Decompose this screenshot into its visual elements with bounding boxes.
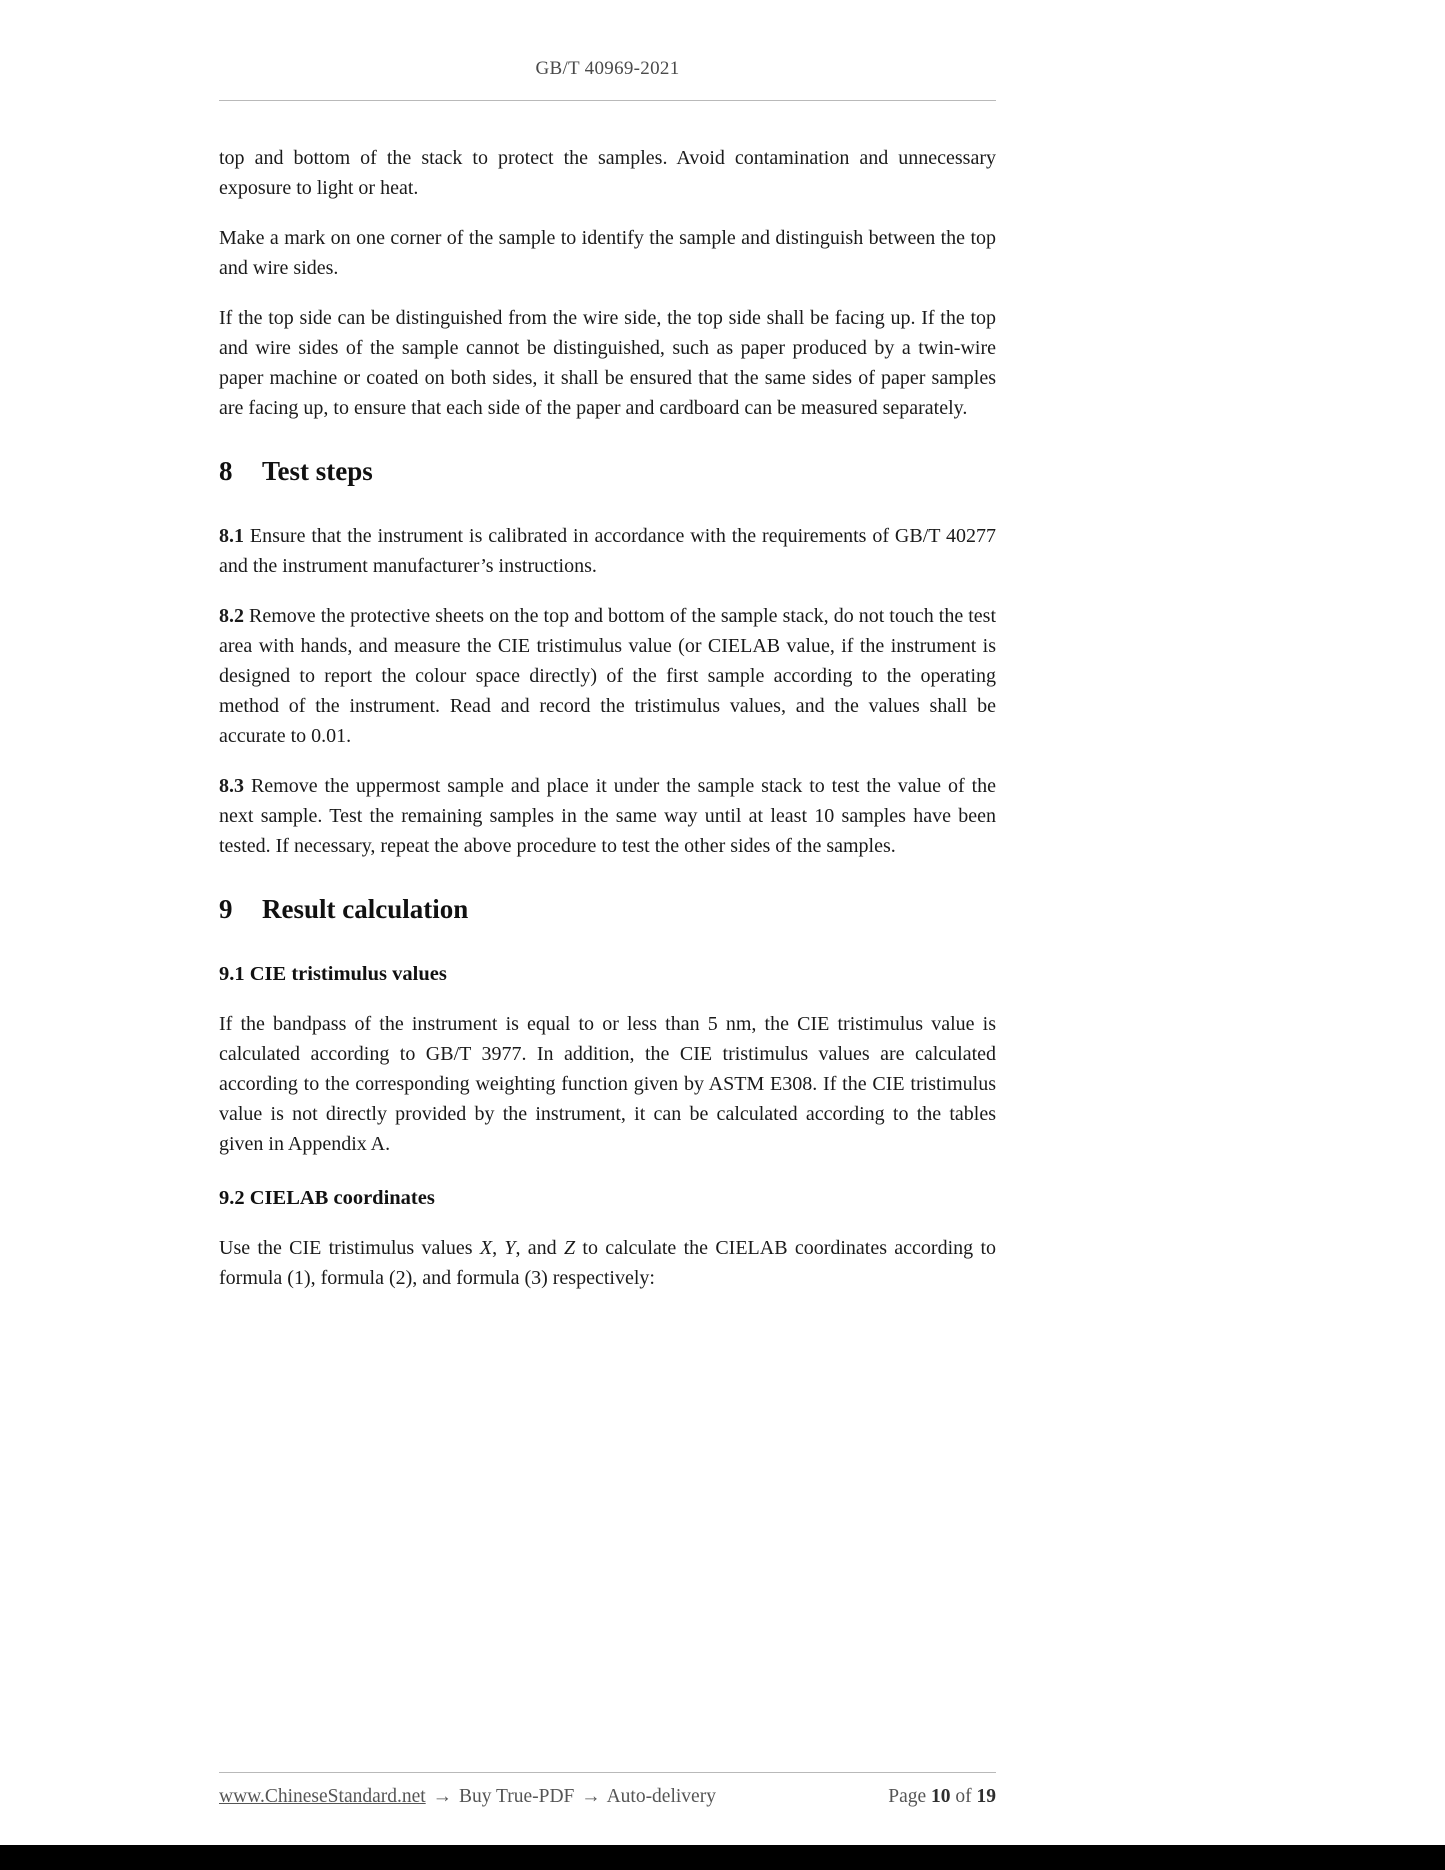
page-content [219, 143, 996, 1313]
clause-8-3 [219, 771, 996, 861]
arrow-icon: → [432, 1786, 453, 1807]
section-8-heading [219, 453, 996, 489]
paragraph-stack-protection: top and bottom of the stack to protect the samples. Avoid contamination and unnecessary exposure to light or heat. [219, 147, 996, 199]
paragraph-top-side: If the top side can be distinguished from the wire side, the top side shall be facing up. If the top and wire sides of the sample cannot be distinguished, such as paper produced by a twin-wire paper machine or coated on both sides, it shall be ensured that the same sides of paper samples are facing up, to ensure that each side of the paper and cardboard can be measured separately. [219, 307, 996, 419]
clause-8-3-text: Remove the uppermost sample and place it under the sample stack to test the value of the next sample. Test the remaining samples in the same way until at least 10 samples have been tested. If necessary, repeat the above procedure to test the other sides of the samples. [219, 775, 997, 857]
section-9-title: Result calculation [262, 894, 469, 924]
clause-8-2 [219, 601, 996, 751]
footer-auto-delivery: Auto-delivery [606, 1786, 716, 1807]
of-word: of [955, 1786, 972, 1807]
variable-z: Z [563, 1237, 576, 1259]
subsection-9-2-heading: 9.2 CIELAB coordinates [219, 1187, 435, 1209]
section-9-heading [219, 891, 996, 927]
paragraph-cielab-intro [219, 1233, 996, 1293]
chinesestandard-link[interactable]: www.ChineseStandard.net [219, 1786, 426, 1807]
footer-left [219, 1786, 716, 1808]
page-indicator [888, 1786, 996, 1808]
section-8-title: Test steps [262, 456, 373, 486]
header-rule [219, 100, 996, 101]
doc-number: GB/T 40969-2021 [535, 58, 680, 79]
cielab-text-run-1: Use the CIE tristimulus values [219, 1237, 480, 1259]
cielab-text-run-2: , [492, 1237, 505, 1259]
section-8-number: 8 [219, 456, 233, 486]
page-word: Page [888, 1786, 927, 1807]
subsection-9-1-heading: 9.1 CIE tristimulus values [219, 963, 447, 985]
clause-8-2-label: 8.2 [219, 605, 244, 627]
paragraph-mark-corner: Make a mark on one corner of the sample to identify the sample and distinguish between the top and wire sides. [219, 227, 996, 279]
page-footer [219, 1772, 996, 1808]
variable-x: X [479, 1237, 493, 1259]
variable-y: Y [504, 1237, 516, 1259]
clause-8-2-text: Remove the protective sheets on the top and bottom of the sample stack, do not touch the test area with hands, and measure the CIE tristimulus value (or CIELAB value, if the instrument is designed to report the colour space directly) of the first sample according to the operating method of the instrument. Read and record the tristimulus values, and the values shall be accurate to 0.01. [219, 605, 996, 747]
clause-8-1 [219, 521, 996, 581]
arrow-icon: → [581, 1786, 601, 1807]
total-page-number: 19 [976, 1786, 996, 1807]
footer-buy-true-pdf: Buy True-PDF [458, 1786, 575, 1807]
cielab-text-run-3: , and [515, 1237, 564, 1259]
clause-8-1-text: Ensure that the instrument is calibrated in accordance with the requirements of GB/T 40277 and the instrument manufacturer’s instructions. [219, 525, 996, 577]
clause-8-1-label: 8.1 [219, 525, 244, 547]
page-bottom-bar [0, 1845, 1445, 1870]
section-9-number: 9 [219, 894, 233, 924]
current-page-number: 10 [931, 1786, 951, 1807]
clause-8-3-label: 8.3 [219, 775, 244, 797]
paragraph-tristimulus-calc: If the bandpass of the instrument is equal to or less than 5 nm, the CIE tristimulus value is calculated according to GB/T 3977. In addition, the CIE tristimulus values are calculated according to the corresponding weighting function given by ASTM E308. If the CIE tristimulus value is not directly provided by the instrument, it can be calculated according to the tables given in Appendix A. [219, 1013, 996, 1155]
cielab-text-run-4: to calculate the CIELAB coordinates according to formula (1), formula (2), and formula (3) respectively: [219, 1237, 996, 1289]
